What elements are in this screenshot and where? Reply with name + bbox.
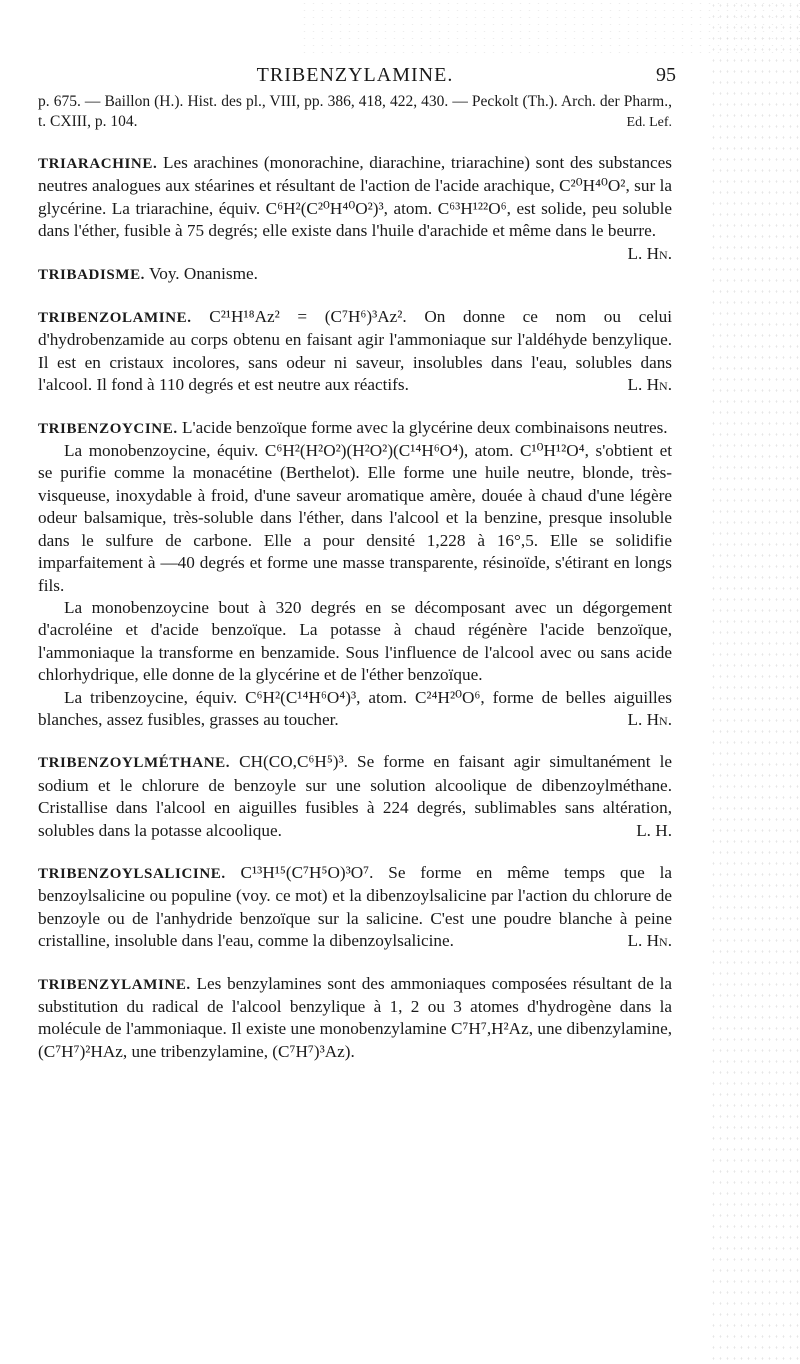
- dictionary-entry: [38, 862, 672, 953]
- entry-paragraph: [38, 751, 672, 842]
- entry-paragraph: [38, 597, 672, 687]
- entry-paragraph: [38, 152, 672, 263]
- entry-body-text: Les benzylamines sont des ammoniaques composées résultant de la substitution du radical de l'alcool benzylique à 1, 2 ou 3 atomes d'hydrogène dans la molécule de l'ammoniaque. Il existe une monobenzylamine C⁷H⁷,H²Az, une dibenzylamine, (C⁷H⁷)²HAz, une tribenzylamine, (C⁷H⁷)³Az).: [38, 973, 673, 1061]
- entry-signature: L. H.: [636, 820, 672, 840]
- dictionary-entry: [38, 751, 672, 842]
- entry-term: TRIARACHINE.: [38, 156, 158, 172]
- entry-body-text: La monobenzoycine bout à 320 degrés en se décomposant avec un dégorgement d'acroléine et d'acide benzoïque. La potasse à chaud régénère l'acide benzoïque, l'ammoniaque la transforme en benzamide. Sous l'influence de l'alcool avec ou sans acide chlorhydrique, elle donne de la glycérine et de l'éther benzoïque.: [38, 597, 672, 685]
- entry-paragraph: [38, 862, 672, 953]
- entry-term: TRIBENZYLAMINE.: [38, 976, 191, 993]
- reference-text: p. 675. — Baillon (H.). Hist. des pl., VIII, pp. 386, 418, 422, 430. — Peckolt (Th.). Arch. der Pharm., t. CXIII, p. 104.: [38, 93, 672, 130]
- entry-body-text: La tribenzoycine, équiv. C⁶H²(C¹⁴H⁶O⁴)³, atom. C²⁴H²⁰O⁶, forme de belles aiguilles blanches, assez fusibles, grasses au toucher.: [38, 687, 672, 729]
- document-page: [38, 62, 676, 1063]
- entry-body-text: C¹³H¹⁵(C⁷H⁵O)³O⁷. Se forme en même temps que la benzoylsalicine ou populine (voy. ce mot) et la dibenzoylsalicine par l'action du chlorure de benzoyle ou de l'anhydride benzoïque sur la salicine. C'est une poudre blanche à peine cristalline, insoluble dans l'eau, comme la dibenzoylsalicine.: [38, 862, 673, 951]
- entry-body-text: CH(CO,C⁶H⁵)³. Se forme en faisant agir simultanément le sodium et le chlorure de benzoyle sur une solution alcoolique de dibenzoylméthane. Cristallise dans l'alcool en aiguilles fusibles à 224 degrés, sublimables sans altération, solubles dans la potasse alcoolique.: [38, 752, 673, 840]
- entry-signature: L. Hn.: [627, 375, 672, 395]
- dictionary-entry: [38, 417, 672, 732]
- entry-term: TRIBENZOYLMÉTHANE.: [38, 755, 231, 772]
- entry-paragraph: [38, 306, 672, 397]
- reference-signature: Ed. Lef.: [626, 115, 672, 130]
- entries-list: [38, 152, 672, 1063]
- entry-paragraph: [38, 687, 672, 732]
- entry-term: TRIBENZOYCINE.: [38, 420, 178, 437]
- dictionary-entry: [38, 263, 672, 286]
- entry-paragraph: [38, 417, 672, 440]
- page-header: [38, 62, 676, 92]
- dictionary-entry: [38, 152, 672, 263]
- entry-paragraph: [38, 973, 672, 1064]
- entry-term: TRIBENZOYLSALICINE.: [38, 865, 226, 882]
- page-number: 95: [656, 64, 676, 86]
- entry-body-text: C²¹H¹⁸Az² = (C⁷H⁶)³Az². On donne ce nom ou celui d'hydrobenzamide au corps obtenu en faisant agir l'ammoniaque sur l'aldéhyde benzylique. Il est en cristaux incolores, sans odeur ni saveur, insolubles dans l'eau, solubles dans l'alcool. Il fond à 110 degrés et est neutre aux réactifs.: [38, 307, 673, 395]
- entry-term: TRIBENZOLAMINE.: [38, 310, 192, 327]
- entry-signature: L. Hn.: [627, 243, 672, 263]
- entry-paragraph: [38, 440, 672, 597]
- scan-noise: [710, 0, 800, 1364]
- entry-body-text: La monobenzoycine, équiv. C⁶H²(H²O²)(H²O²)(C¹⁴H⁶O⁴), atom. C¹⁰H¹²O⁴, s'obtient et se purifie comme la monacétine (Berthelot). Elle forme une huile neutre, blonde, très-visqueuse, inoxydable à froid, d'une saveur aromatique amère, douée à chaud d'une légère odeur balsamique, très-soluble dans l'éther, dans l'alcool et la benzine, presque insoluble dans le sulfure de carbone. Elle a pour densité 1,228 à 16°,5. Elle se solidifie imparfaitement à —40 degrés et forme une masse transparente, résinoïde, s'étirant en longs fils.: [38, 441, 672, 595]
- entry-body-text: Les arachines (monorachine, diarachine, triarachine) sont des substances neutres analogues aux stéarines et résultant de l'action de l'acide arachique, C²⁰H⁴⁰O², sur la glycérine. La triarachine, équiv. C⁶H²(C²⁰H⁴⁰O²)³, atom. C⁶³H¹²²O⁶, est solide, peu soluble dans l'éther, fusible à 75 degrés; elle existe dans l'huile d'arachide et même dans le beurre.: [38, 153, 672, 241]
- dictionary-entry: [38, 306, 672, 397]
- entry-signature: L. Hn.: [627, 709, 672, 729]
- running-title: TRIBENZYLAMINE.: [256, 64, 454, 86]
- entry-paragraph: [38, 263, 672, 286]
- dictionary-entry: [38, 973, 672, 1064]
- entry-signature: L. Hn.: [627, 931, 672, 951]
- scan-noise-top: [300, 0, 800, 55]
- entry-term: TRIBADISME.: [38, 266, 146, 283]
- entry-body-text: L'acide benzoïque forme avec la glycérine deux combinaisons neutres.: [181, 417, 668, 437]
- entry-body-text: Voy. Onanisme.: [149, 263, 258, 283]
